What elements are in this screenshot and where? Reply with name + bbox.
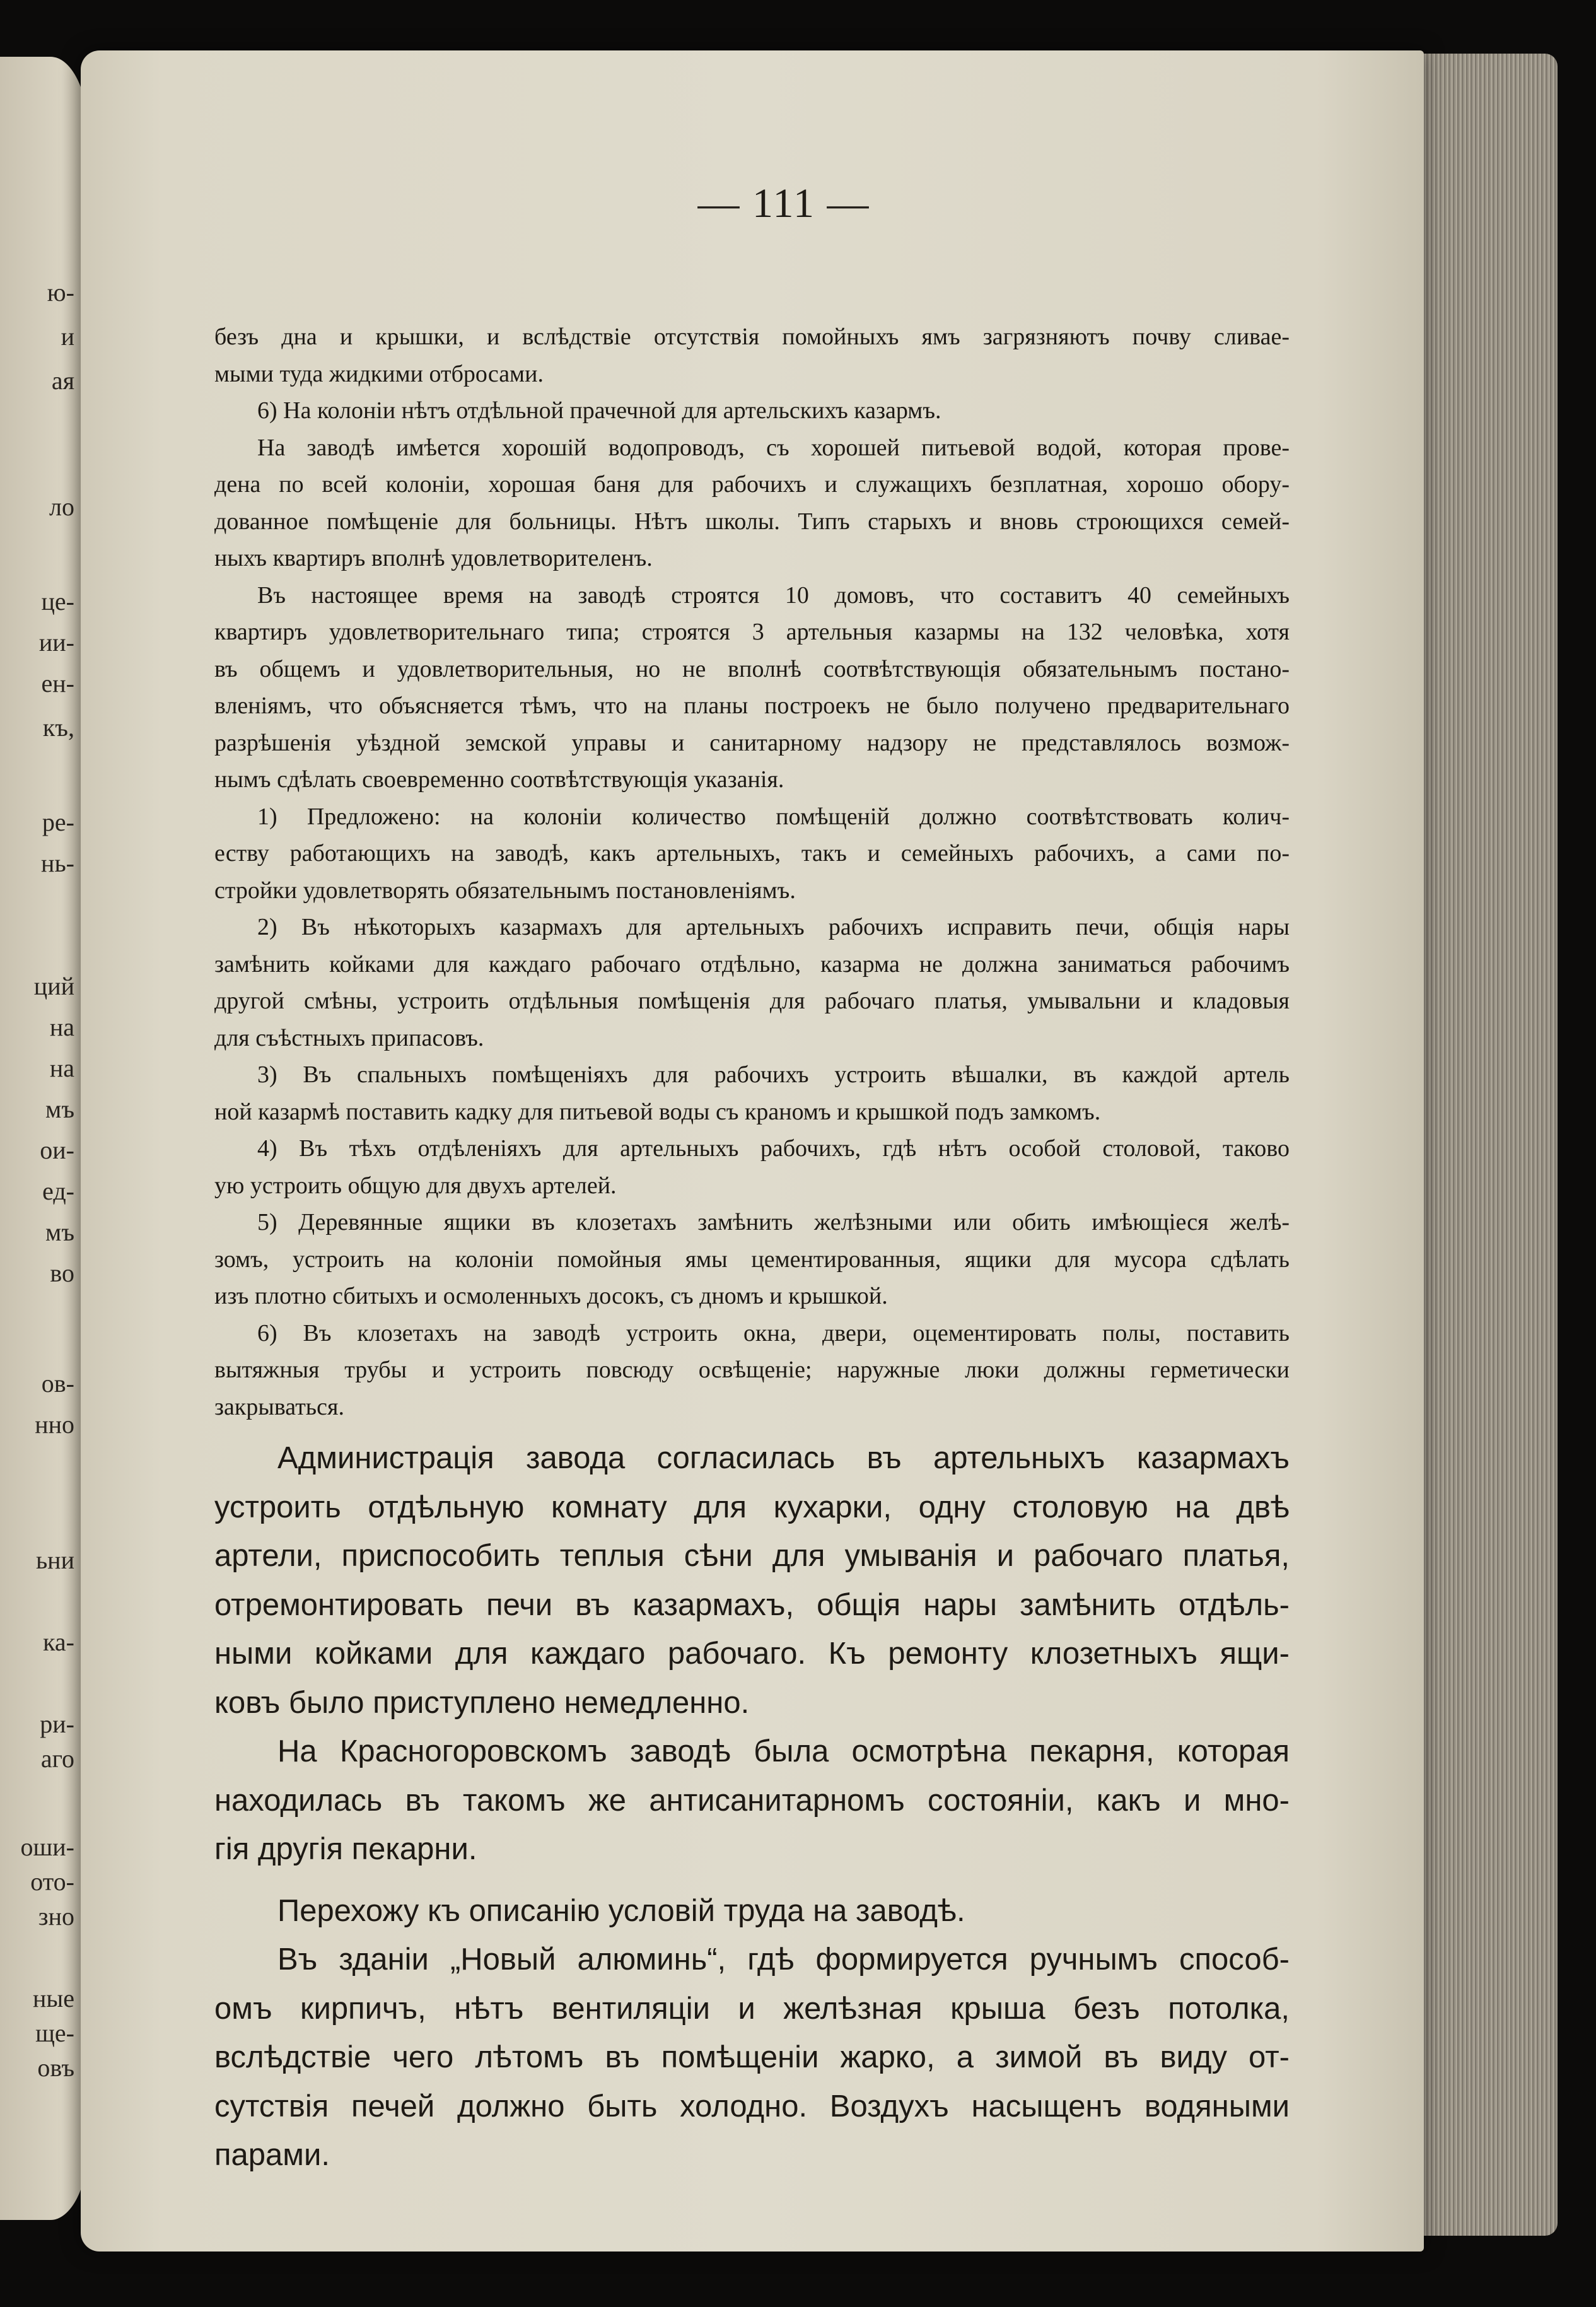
left-fragment: мъ (45, 1095, 74, 1123)
left-fragment: во (50, 1259, 74, 1287)
left-fragment: ные (32, 1984, 74, 2012)
left-fragment: аго (40, 1744, 74, 1773)
left-fragment: ций (33, 972, 74, 1000)
left-fragment: ре- (42, 808, 74, 836)
text-line: 6) На колоніи нѣтъ отдѣльной прачечной для артельскихъ казармъ. (257, 397, 941, 424)
text-line: Перехожу къ описанію условій труда на заводѣ. (277, 1893, 965, 1928)
text-line: вленіямъ, что объясняется тѣмъ, что на планы построекъ не было получено предварительнаго (214, 692, 1290, 719)
page-text (214, 318, 1290, 2180)
left-fragment: ен- (41, 669, 74, 698)
left-fragment: ще- (35, 2019, 74, 2047)
text-line: квартиръ удовлетворительнаго типа; строятся 3 артельныя казармы на 132 человѣка, хотя (214, 619, 1290, 645)
left-fragment: ед- (42, 1177, 74, 1205)
text-line: безъ дна и крышки, и вслѣдствіе отсутствія помойныхъ ямъ загрязняютъ почву сливае- (214, 324, 1290, 350)
left-fragment: къ, (42, 713, 74, 742)
left-fragment: нно (35, 1410, 74, 1439)
text-line: ными койками для каждаго рабочаго. Къ ремонту клозетныхъ ящи- (214, 1637, 1290, 1671)
left-fragment: ка- (43, 1628, 74, 1656)
text-line: парами. (214, 2138, 330, 2172)
text-line: На Красногоровскомъ заводѣ была осмотрѣна пекарня, которая (277, 1734, 1290, 1768)
left-fragment: ии- (38, 628, 74, 657)
text-line: для съѣстныхъ припасовъ. (214, 1024, 484, 1051)
left-fragment: овъ (37, 2053, 74, 2082)
text-line: ковъ было приступлено немедленно. (214, 1685, 750, 1720)
text-line: замѣнить койками для каждаго рабочаго отдѣльно, казарма не должна заниматься рабочимъ (214, 950, 1290, 978)
text-line: 4) Въ тѣхъ отдѣленіяхъ для артельныхъ рабочихъ, гдѣ нѣтъ особой столовой, таково (257, 1135, 1290, 1162)
text-line: зомъ, устроить на колоніи помойныя ямы цементированныя, ящики для мусора сдѣлать (214, 1246, 1290, 1273)
text-line: 5) Деревянные ящики въ клозетахъ замѣнить желѣзными или обить имѣющіеся желѣ- (257, 1209, 1290, 1235)
left-fragment: ов- (41, 1369, 74, 1398)
text-line: Въ настоящее время на заводѣ строятся 10 домовъ, что составитъ 40 семейныхъ (257, 581, 1290, 609)
left-page-edge (0, 57, 88, 2220)
text-line: отремонтировать печи въ казармахъ, общія нары замѣнить отдѣль- (214, 1587, 1290, 1622)
text-line: разрѣшенія уѣздной земской управы и санитарному надзору не представлялось возмож- (214, 729, 1290, 756)
text-line: устроить отдѣльную комнату для кухарки, одну столовую на двѣ (214, 1490, 1290, 1524)
text-line: другой смѣны, устроить отдѣльныя помѣщенія для рабочаго платья, умывальни и кладовыя (214, 988, 1290, 1014)
text-line: мыми туда жидкими отбросами. (214, 360, 544, 387)
left-fragment: ю- (47, 278, 74, 307)
text-line: дена по всей колоніи, хорошая баня для рабочихъ и служащихъ безплатная, хорошо обору- (214, 471, 1290, 498)
text-line: 1) Предложено: на колоніи количество помѣщеній должно соотвѣтствовать колич- (257, 803, 1290, 830)
text-line: артели, приспособить теплыя сѣни для умыванія и рабочаго платья, (214, 1539, 1290, 1573)
text-line: дованное помѣщеніе для больницы. Нѣтъ школы. Типъ старыхъ и вновь строющихся семей- (214, 508, 1290, 535)
left-fragment: зно (38, 1902, 74, 1930)
text-line: закрываться. (214, 1393, 344, 1420)
text-line: Въ зданіи „Новый алюминь“, гдѣ формируется ручнымъ способ- (277, 1942, 1290, 1977)
text-line: сутствія печей должно быть холодно. Воздухъ насыщенъ водяными (214, 2089, 1290, 2123)
left-fragment: ои- (40, 1136, 74, 1164)
text-line: гія другія пекарни. (214, 1832, 477, 1866)
text-line: 6) Въ клозетахъ на заводѣ устроить окна, двери, оцементировать полы, поставить (257, 1319, 1290, 1346)
left-fragment: на (49, 1054, 74, 1082)
text-line: еству работающихъ на заводѣ, какъ артельныхъ, такъ и семейныхъ рабочихъ, а сами по- (214, 840, 1290, 867)
left-fragment: ри- (40, 1710, 74, 1738)
left-fragment: на (49, 1013, 74, 1041)
text-line: ую устроить общую для двухъ артелей. (214, 1172, 617, 1199)
left-fragment: ло (49, 493, 74, 521)
left-fragment: ая (51, 366, 74, 395)
left-fragment: оши- (20, 1833, 74, 1861)
text-line: ныхъ квартиръ вполнѣ удовлетворителенъ. (214, 545, 653, 571)
left-fragment: ото- (30, 1867, 74, 1896)
book-page (81, 50, 1424, 2252)
text-line: изъ плотно сбитыхъ и осмоленныхъ досокъ, съ дномъ и крышкой. (214, 1283, 888, 1309)
left-fragment: це- (41, 587, 74, 616)
text-line: На заводѣ имѣется хорошій водопроводъ, съ хорошей питьевой водой, которая прове- (257, 434, 1290, 461)
page-stack-edge (1406, 54, 1558, 2236)
left-fragment: мъ (45, 1218, 74, 1246)
text-line: находилась въ такомъ же антисанитарномъ состояніи, какъ и мно- (214, 1783, 1290, 1818)
text-line: омъ кирпичъ, нѣтъ вентиляціи и желѣзная крыша безъ потолка, (214, 1991, 1290, 2026)
text-line: въ общемъ и удовлетворительныя, но не вполнѣ соотвѣтствующія обязательнымъ постано- (214, 655, 1290, 682)
text-line: вытяжныя трубы и устроить повсюду освѣщеніе; наружные люки должны герметически (214, 1357, 1290, 1383)
small-print-section (214, 318, 1290, 1425)
text-line: Администрація завода согласилась въ артельныхъ казармахъ (277, 1441, 1290, 1475)
page-number: — 111 — (697, 180, 870, 226)
left-fragment: нь- (41, 849, 74, 877)
text-line: ной казармѣ поставить кадку для питьевой воды съ краномъ и крышкой подъ замкомъ. (214, 1098, 1101, 1125)
text-line: 3) Въ спальныхъ помѣщеніяхъ для рабочихъ устроить вѣшалки, въ каждой артель (257, 1061, 1290, 1088)
text-line: стройки удовлетворять обязательнымъ постановленіямъ. (214, 877, 796, 904)
text-line: 2) Въ нѣкоторыхъ казармахъ для артельныхъ рабочихъ исправить печи, общія нары (257, 914, 1290, 940)
left-fragment: и (61, 322, 74, 351)
text-line: нымъ сдѣлать своевременно соотвѣтствующія указанія. (214, 766, 784, 793)
large-print-section (214, 1434, 1290, 2180)
text-line: вслѣдствіе чего лѣтомъ въ помѣщеніи жарко, а зимой въ виду от- (214, 2040, 1290, 2074)
left-fragment: ьни (35, 1546, 74, 1574)
